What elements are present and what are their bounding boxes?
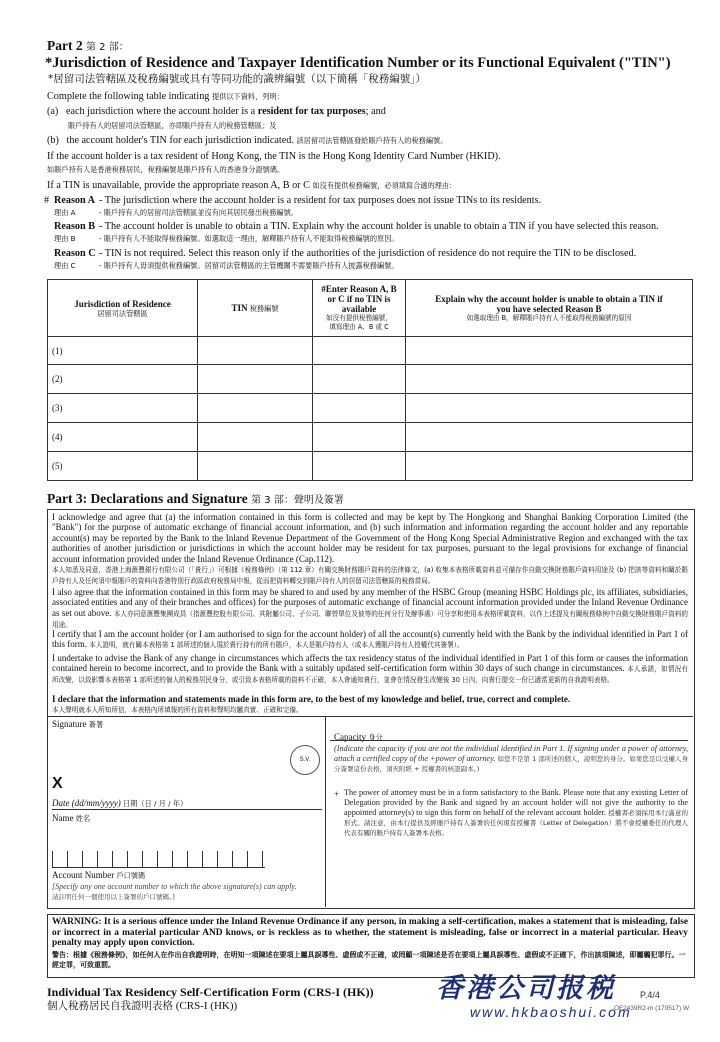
hk-tin-note: If the account holder is a tax resident of Hong Kong, the TIN is the Hong Kong Identity Card Number (HKID). xyxy=(47,151,501,162)
part2-intro: Complete the following table indicating 提供以下資料，列明： xyxy=(47,91,284,102)
sig-divider xyxy=(47,716,693,717)
explanation-cell[interactable] xyxy=(406,423,693,452)
row-number: (4) xyxy=(48,423,198,452)
account-note-zh: 請註明任何一個使用以上簽署的戶口號碼。] xyxy=(52,893,175,901)
table-row xyxy=(48,337,693,365)
reason-cell[interactable] xyxy=(313,452,406,481)
col-jurisdiction: Jurisdiction of Residence 居留司法管轄區 xyxy=(48,280,198,337)
signature-label: Signature 簽署 xyxy=(52,719,104,729)
row-number: (5) xyxy=(48,452,198,481)
form-reference: OF2439R2-m (170517) W xyxy=(614,1005,690,1012)
tin-cell[interactable] xyxy=(198,394,313,423)
declaration-para-4: I undertake to advise the Bank of any change in circumstances which affects the tax residency status of the individual identified in Part 1 of this form or causes the information contained herein to become incorrect, and to provide the Bank with a suitably updated self-certification form within 30 days of such change in circumstances. 本人承諾，如情況有所改變，以致影響本表格第 1 部所述的個人的稅務居民身分，或引致本表格所載的資料不正確，本人會通知貴行，並會在情況發生改變後 30 日內，向貴行提交一份已適當更新的自我證明表格。 xyxy=(52,653,689,685)
declaration-para-2: I also agree that the information contained in this form may be shared to and used by any member of the HSBC Group (meaning HSBC Holdings plc, its affiliates, subsidiaries, associated entities and any of their branches and offices) for the purposes of automatic exchange of financial account information provided under the Inland Revenue Ordinance as set out above. 本人亦同意滙豐集團成員（指滙豐控股有限公司、其附屬公司、子公司、聯營單位及彼等的任何分行及辦事處）可分享和使用本表格所載資料，以作上述提及有關稅務條例中自動交換財務賬戶資料的用途。 xyxy=(52,587,689,629)
capacity-label: Capacity 身分 xyxy=(334,732,383,742)
declaration-para-3: I certify that I am the account holder (or I am authorised to sign for the account holder) of all the account(s) currently held with the Bank by the individual identified in Part 1 of this form. 本人證明，就有關本表格第 1 部所述的個人現於貴行持有的所有賬戶，本人是賬戶持有人（或本人獲賬戶持有人授權代其簽署）。 xyxy=(52,629,688,650)
watermark-url: www.hkbaoshui.com xyxy=(470,1004,632,1020)
watermark-logo: 香港公司报税 xyxy=(436,973,616,1004)
explanation-cell[interactable] xyxy=(406,452,693,481)
reason-cell[interactable] xyxy=(313,365,406,394)
tin-cell[interactable] xyxy=(198,337,313,365)
tin-cell[interactable] xyxy=(198,365,313,394)
item-b: (b) the account holder's TIN for each jurisdiction indicated. 該居留司法管轄區發給賬戶持有人的稅務編號。 xyxy=(47,135,448,146)
declaration-para-1: I acknowledge and agree that (a) the information contained in this form is collected and may be kept by The Hongkong and Shanghai Banking Corporation Limited (the "Bank") for the purpose of automatic exchange of financial account information, and (b) such information and information regarding the account holder and any reportable account(s) may be reported by the Bank to the Inland Revenue Department of the Government of the Hong Kong Special Administrative Region and exchanged with the tax authorities of another jurisdiction or jurisdictions in which the account holder may be resident for tax purposes, pursuant to the legal provisions for exchange of financial account information provided under the Inland Revenue Ordinance (Cap.112). 本人知悉及同意，香港上海滙豐銀行有限公司（「貴行」）可根據《稅務條例》（第 112 章）有關交換財務賬戶資料的法律條文，(a) 收集本表格所載資料並可備存作自動交換財務賬戶資料用途及 (b) 把該等資料和關於賬戶持有人及任何須申報賬戶的資料向香港特別行政區政府稅務局申報，從而把資料轉交到賬戶持有人的居留司法管轄區的稅務當局。 xyxy=(52,512,688,586)
account-number-label: Account Number 戶口號碼 xyxy=(52,870,146,880)
tin-unavailable-note: If a TIN is unavailable, provide the appropriate reason A, B or C 如沒有提供稅務編號，必須填寫合適的理由： xyxy=(47,180,457,191)
name-label: Name 姓名 xyxy=(52,813,91,823)
form-title: Individual Tax Residency Self-Certification Form (CRS-I (HK)) xyxy=(47,985,374,999)
col-reason: #Enter Reason A, B or C if no TIN is available 如沒有提供稅務編號， 填寫理由 A、B 或 C xyxy=(313,280,406,337)
tin-cell[interactable] xyxy=(198,452,313,481)
tin-table xyxy=(47,279,693,481)
declaration-para-5: I declare that the information and statements made in this form are, to the best of my knowledge and belief, true, correct and complete. 本人聲明就本人所知所信，本表格內所填報的所有資料和聲明均屬真實、正確和完備。 xyxy=(52,694,571,715)
reason-cell[interactable] xyxy=(313,394,406,423)
reasons-list xyxy=(44,195,714,270)
tin-cell[interactable] xyxy=(198,423,313,452)
hk-tin-note-zh: 如賬戶持有人是香港稅務居民，稅務編號是賬戶持有人的香港身分證號碼。 xyxy=(47,165,285,174)
table-row xyxy=(48,423,693,452)
col-tin: TIN 稅務編號 xyxy=(198,280,313,337)
row-number: (2) xyxy=(48,365,198,394)
reason-b: Reason B - The account holder is unable to obtain a TIN. Explain why the account holder is unable to obtain a TIN if you have selected this reason. 理由 B - 賬戶持有人不能取得稅務編號。如選取這一理由，解釋賬戶持有人不能取得稅務編號的原因。 xyxy=(54,221,659,243)
capacity-note: (Indicate the capacity if you are not the individual identified in Part 1. If signing under a power of attorney, attach a certified copy of the +power of attorney. 如您不是第 1 部所述的個人，說明您的身分。如果您是以受權人身分簽署這份表格，須夾附經 + 授權書的核證副本。) xyxy=(334,744,688,773)
sig-column-divider xyxy=(325,716,326,907)
col-explanation: Explain why the account holder is unable to obtain a TIN if you have selected Reason B 如選取理由 B，解釋賬戶持有人不能取得稅務編號的原因 xyxy=(406,280,693,337)
table-row xyxy=(48,365,693,394)
form-title-zh: 個人稅務居民自我證明表格 (CRS-I (HK)) xyxy=(47,1000,238,1012)
warning-text: WARNING: It is a serious offence under the Inland Revenue Ordinance if any person, in making a self-certification, makes a statement that is misleading, false or incorrect in a material particular AND knows, or is reckless as to whether, the statement is misleading, false or incorrect in a material particular. Heavy penalty may apply upon conviction. xyxy=(52,917,688,948)
signature-x-mark: X xyxy=(52,775,63,792)
reason-c: Reason C - TIN is not required. Select this reason only if the authorities of the jurisdiction of residence do not require the TIN to be disclosed. 理由 C - 賬戶持有人毋須提供稅務編號。居留司法管轄區的主管機關不需要賬戶持有人披露稅務編號。 xyxy=(54,248,637,270)
date-label: Date (dd/mm/yyyy) 日期（日 / 月 / 年） xyxy=(52,798,188,808)
explanation-cell[interactable] xyxy=(406,337,693,365)
row-number: (1) xyxy=(48,337,198,365)
reason-cell[interactable] xyxy=(313,423,406,452)
sv-stamp: S.V. xyxy=(290,745,320,775)
warning-text-zh: 警告：根據《稅務條例》，如任何人在作出自我證明時，在明知一項陳述在要項上屬具誤導性、虛假或不正確，或罔顧一項陳述是否在要項上屬具誤導性、虛假或不正確下，作出該項陳述，即屬觸犯罪行。一經定罪，可致重罰。 xyxy=(52,951,686,969)
date-divider xyxy=(52,809,322,810)
item-a-zh: 賬戶持有人的居留司法管轄區，亦即賬戶持有人的稅務管轄區；及 xyxy=(68,121,277,130)
account-note: [Specify any one account number to which the above signature(s) can apply. xyxy=(52,882,297,891)
table-row xyxy=(48,452,693,481)
reason-a: # Reason A - The jurisdiction where the account holder is a resident for tax purposes does not issue TINs to its residents. 理由 A - 賬戶持有人的居留司法管轄區並沒有向其居民發出稅務編號。 xyxy=(44,195,542,217)
reason-cell[interactable] xyxy=(313,337,406,365)
part2-title-zh: *居留司法管轄區及稅務編號或具有等同功能的識辨編號（以下簡稱「稅務編號」） xyxy=(48,73,426,85)
part2-heading: Part 2 第 2 部： xyxy=(47,38,129,53)
explanation-cell[interactable] xyxy=(406,365,693,394)
item-a: (a) each jurisdiction where the account holder is a resident for tax purposes; and xyxy=(47,106,386,117)
part2-title: *Jurisdiction of Residence and Taxpayer Identification Number or its Functional Equivalent ("TIN") xyxy=(45,55,671,71)
tin-table-header xyxy=(48,280,693,337)
poa-note: The power of attorney must be in a form satisfactory to the Bank. Please note that any existing Letter of Delegation provided by the Bank and signed by an account holder will not give the authority to the appointed attorney(s) to sign this form on behalf of the relevant account holder. 授權書必須採用本行滿意的形式。請注意，由本行提供及經賬戶持有人簽署的任何現有授權書（Letter of Delegation）將不會授權委任的代理人代表有關的賬戶持有人簽署本表格。 xyxy=(344,788,689,837)
row-number: (3) xyxy=(48,394,198,423)
capacity-line[interactable] xyxy=(330,740,688,741)
poa-mark: + xyxy=(334,789,340,799)
explanation-cell[interactable] xyxy=(406,394,693,423)
page-number: P.4/4 xyxy=(640,990,660,1000)
table-row xyxy=(48,394,693,423)
account-number-boxes[interactable] xyxy=(52,851,265,868)
part3-heading: Part 3: Declarations and Signature 第 3 部：聲明及簽署 xyxy=(47,491,344,506)
